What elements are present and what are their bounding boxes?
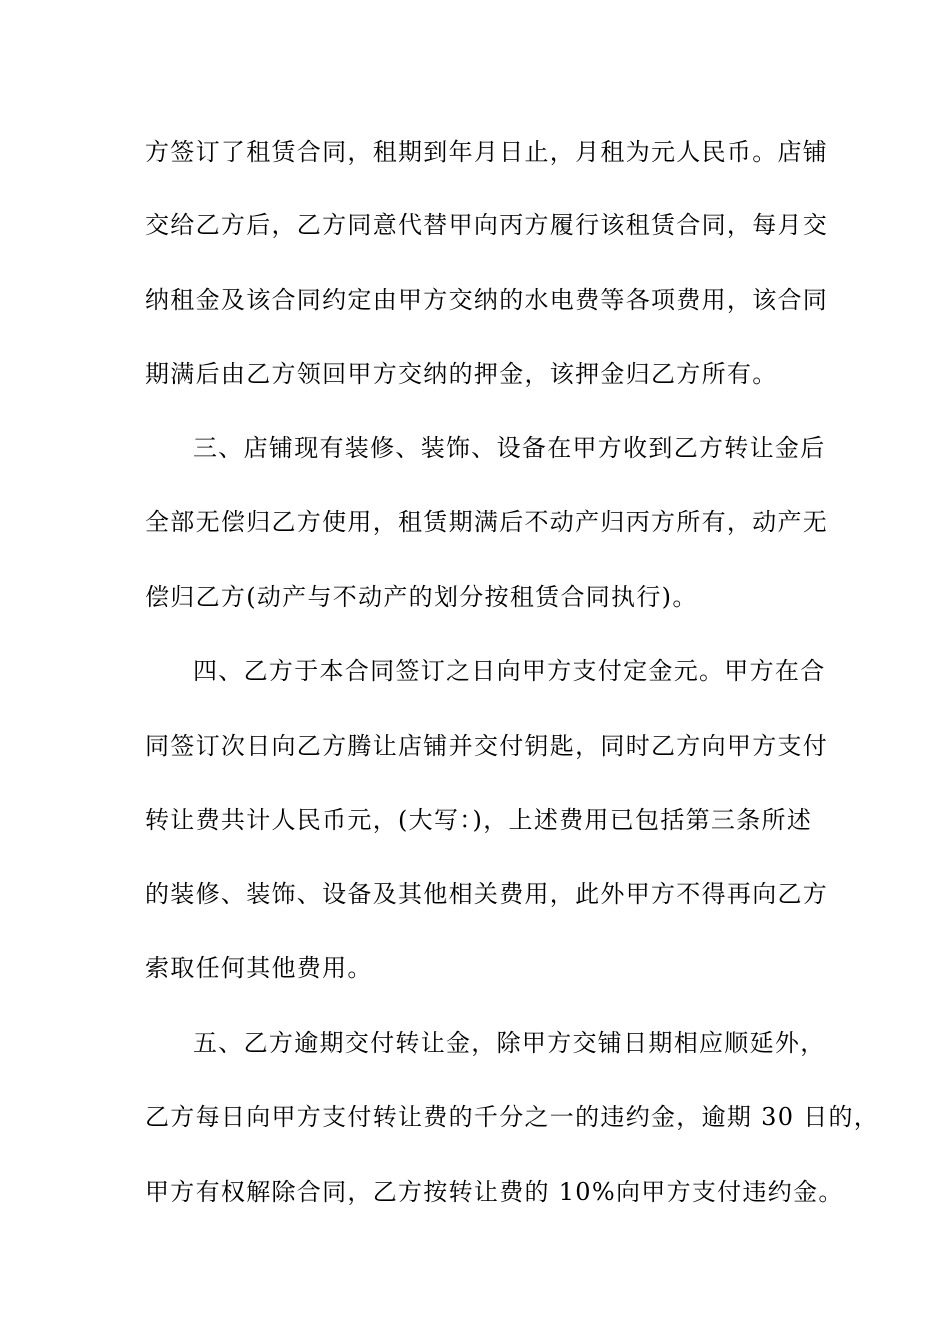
paragraph-line: 三、店铺现有装修、装饰、设备在甲方收到乙方转让金后: [193, 434, 826, 462]
paragraph-line: 五、乙方逾期交付转让金，除甲方交铺日期相应顺延外，: [193, 1029, 826, 1057]
paragraph-line: 的装修、装饰、设备及其他相关费用，此外甲方不得再向乙方: [145, 880, 829, 908]
paragraph-line: 乙方每日向甲方支付转让费的千分之一的违约金，逾期 30 日的，: [145, 1103, 880, 1131]
paragraph-line: 纳租金及该合同约定由甲方交纳的水电费等各项费用，该合同: [145, 286, 829, 314]
paragraph-line: 甲方有权解除合同，乙方按转让费的 10%向甲方支付违约金。: [145, 1178, 844, 1206]
paragraph-line: 转让费共计人民币元，(大写：)，上述费用已包括第三条所述: [145, 806, 813, 834]
paragraph-line: 方签订了租赁合同，租期到年月日止，月租为元人民币。店铺: [145, 138, 829, 166]
paragraph-line: 交给乙方后，乙方同意代替甲向丙方履行该租赁合同，每月交: [145, 211, 829, 239]
paragraph-line: 期满后由乙方领回甲方交纳的押金，该押金归乙方所有。: [145, 360, 778, 388]
paragraph-line: 四、乙方于本合同签订之日向甲方支付定金元。甲方在合: [193, 657, 826, 685]
paragraph-line: 同签订次日向乙方腾让店铺并交付钥匙，同时乙方向甲方支付: [145, 732, 829, 760]
paragraph-line: 偿归乙方(动产与不动产的划分按租赁合同执行)。: [145, 583, 698, 611]
paragraph-line: 全部无偿归乙方使用，租赁期满后不动产归丙方所有，动产无: [145, 508, 829, 536]
paragraph-line: 索取任何其他费用。: [145, 954, 373, 982]
